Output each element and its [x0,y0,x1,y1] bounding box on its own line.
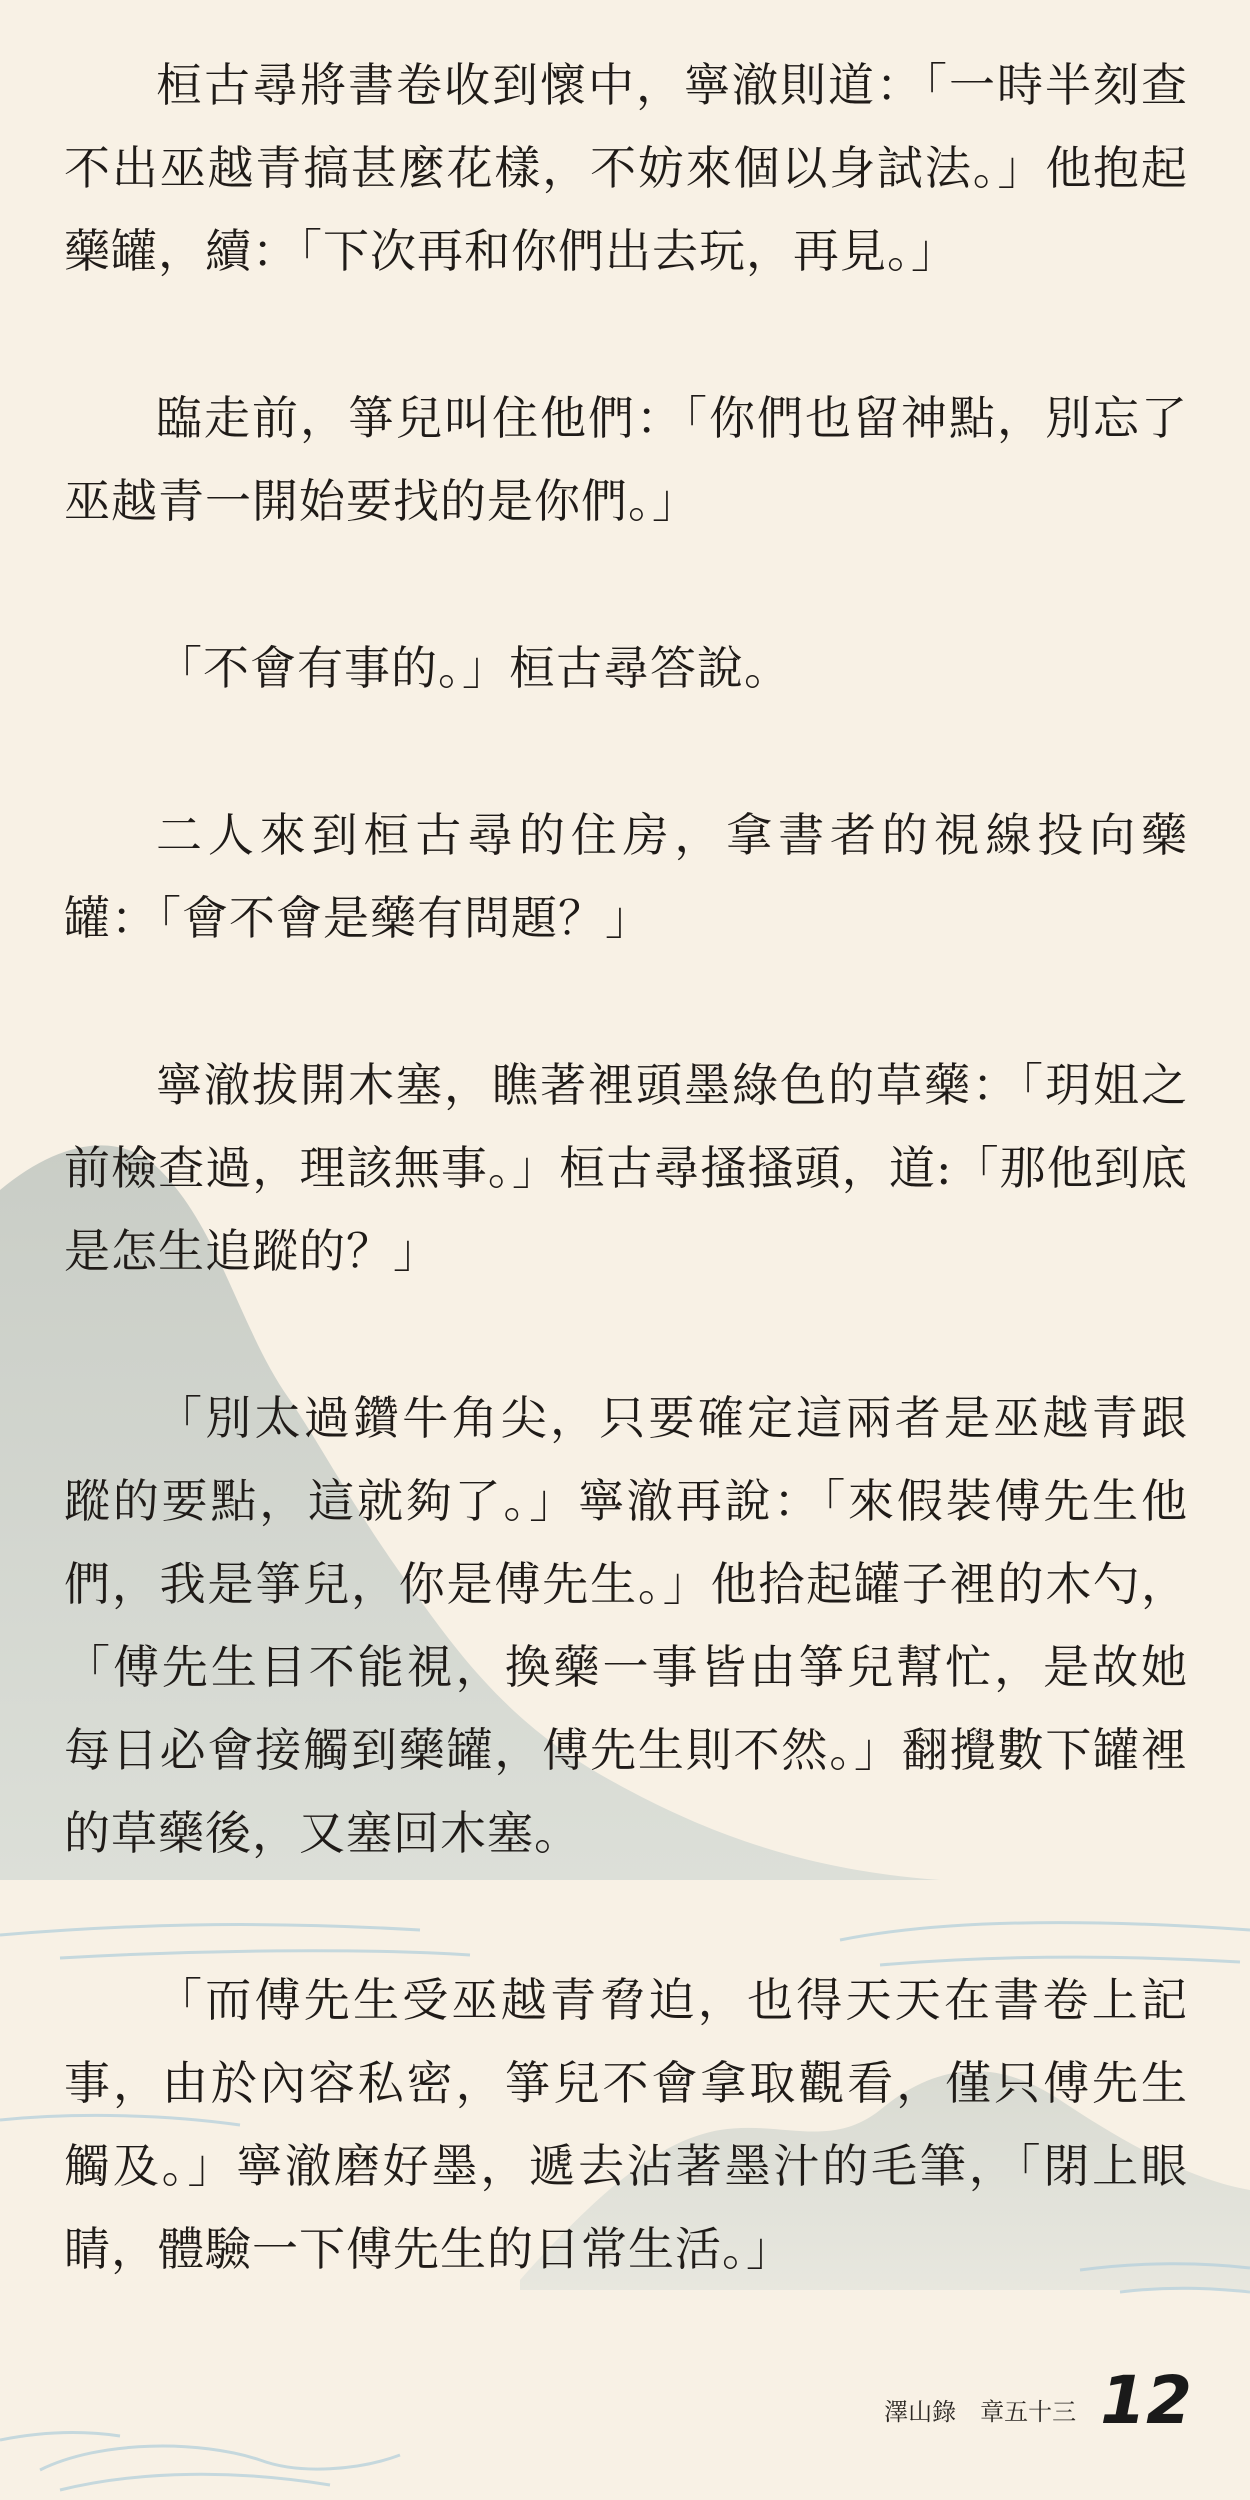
page-number: 12 [1100,2362,1192,2439]
book-chapter-label: 澤山錄 章五十三 [884,2398,1077,2426]
article-body [64,44,1188,2375]
paragraph: 二人來到桓古尋的住房，拿書者的視線投向藥罐：「會不會是藥有問題？」 [64,808,1188,945]
paragraph: 寧澈拔開木塞，瞧著裡頭墨綠色的草藥：「玥姐之前檢查過，理該無事。」桓古尋搔搔頭，道:「那他到底是怎生追蹤的？」 [64,1058,1188,1278]
paragraph: 「不會有事的。」桓古尋答說。 [156,641,791,695]
paragraph: 臨走前，箏兒叫住他們：「你們也留神點，別忘了巫越青一開始要找的是你們。」 [64,391,1188,528]
paragraph: 桓古尋將書卷收到懷中，寧澈則道：「一時半刻查不出巫越青搞甚麼花樣，不妨來個以身試法。」他抱起藥罐，續：「下次再和你們出去玩，再見。」 [64,58,1188,278]
paragraph: 「而傅先生受巫越青脅迫，也得天天在書卷上記事，由於內容私密，箏兒不會拿取觀看，僅只傅先生觸及。」寧澈磨好墨，遞去沾著墨汁的毛筆，「閉上眼睛，體驗一下傅先生的日常生活。」 [64,1973,1188,2276]
paragraph: 「別太過鑽牛角尖，只要確定這兩者是巫越青跟蹤的要點，這就夠了。」寧澈再說：「來假裝傅先生他們，我是箏兒，你是傅先生。」他拾起罐子裡的木勺，「傅先生目不能視，換藥一事皆由箏兒幫忙，是故她每日必會接觸到藥罐，傅先生則不然。」翻攪數下罐裡的草藥後，又塞回木塞。 [64,1391,1188,1860]
page-footer [884,2362,1192,2439]
